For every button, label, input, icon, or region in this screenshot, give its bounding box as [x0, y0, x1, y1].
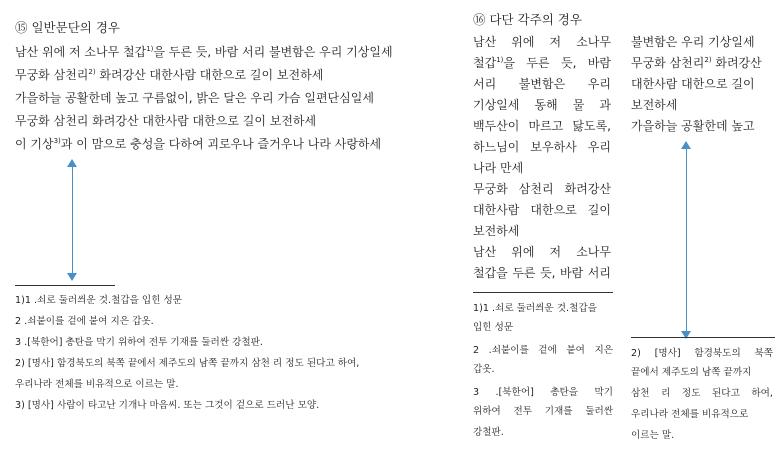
column1-line: 남산 위에 저 소나무	[473, 35, 611, 49]
column1-line: 서리 불변함은 우리	[473, 77, 611, 91]
footnote-ref: 2)	[88, 68, 96, 76]
footnote-line: 2) [명사] 함경북도의 북쪽 끝에서 제주도의 남쪽 끝까지 삼천 리 정도 된다고 하여,	[15, 358, 360, 369]
footnote-ref: 3)	[53, 137, 61, 145]
footnote-ref: 1)	[146, 45, 154, 53]
column1-line: 기상일세 동해 물 과	[473, 98, 611, 112]
section-heading-general: ⑮ 일반문단의 경우	[15, 20, 120, 35]
footnote-line: 1)1 .쇠로 둘러씌운 것.철갑을	[473, 303, 597, 314]
vertical-double-arrow	[72, 160, 73, 280]
body-line: 무궁화 삼천리$^{2)}$ 화려강산 대한사람 대한으로 길이 보전하세	[15, 68, 324, 82]
column1-line: 철갑$^{1)}$을 두른 듯, 바람	[473, 56, 611, 70]
footnote-line: 2 .쇠붙이를 겉에 붙여 지은	[473, 345, 613, 356]
column2-line: 불변함은 우리 기상일세	[631, 35, 755, 49]
footnote-line: 위하여 전투 기재를 둘러싼	[473, 406, 613, 417]
footnote-line: 3) [명사] 사람이 타고난 기개나 마음씨. 또는 그것이 겉으로 드러난 모양.	[15, 400, 320, 411]
footnote-line: 2 .쇠붙이를 겉에 붙여 지은 갑옷.	[15, 316, 154, 327]
footnote-line: 끝에서 제주도의 남쪽 끝까지	[631, 367, 752, 378]
footnote-separator-col2	[631, 337, 775, 338]
column1-line: 하느님이 보우하사 우리	[473, 140, 611, 154]
column2-line: 무궁화 삼천리$^{2)}$ 화려강산	[631, 56, 762, 70]
footnote-line: 3 .[북한어] 총탄을 막기	[473, 387, 613, 398]
footnote-line: 3 .[북한어] 총탄을 막기 위하여 전투 기재를 둘러싼 강철판.	[15, 337, 263, 348]
column1-line: 남산 위에 저 소나무	[473, 245, 611, 259]
footnote-line: 우리나라 전체를 비유적으로	[631, 409, 749, 420]
column2-line: 가을하늘 공활한데 높고	[631, 119, 755, 133]
body-line: 무궁화 삼천리 화려강산 대한사람 대한으로 길이 보전하세	[15, 114, 317, 128]
body-line: 남산 위에 저 소나무 철갑$^{1)}$을 두른 듯, 바람 서리 불변함은 우리 기상일세	[15, 45, 393, 59]
column1-line: 나라 만세	[473, 161, 524, 175]
footnote-line: 강철판.	[473, 427, 504, 438]
column1-line: 백두산이 마르고 닳도록,	[473, 119, 611, 133]
footnote-ref: 2)	[704, 56, 712, 64]
section-heading-multicolumn: ⑯ 다단 각주의 경우	[473, 12, 582, 27]
column2-line: 보전하세	[631, 98, 678, 112]
vertical-double-arrow	[686, 142, 687, 338]
footnote-ref: 1)	[496, 56, 504, 64]
footnote-separator-col1	[473, 292, 613, 293]
footnote-line: 1)1 .쇠로 둘러씌운 것.철갑을 입힌 성문	[15, 295, 183, 306]
footnote-separator	[15, 285, 115, 286]
body-line: 이 기상$^{3)}$과 이 맘으로 충성을 다하여 괴로우나 즐거우나 나라 사랑하세	[15, 137, 382, 151]
footnote-line: 이르는 말.	[631, 430, 675, 441]
column2-line: 대한사람 대한으로 길이	[631, 77, 755, 91]
body-line: 가을하늘 공활한데 높고 구름없이, 밝은 달은 우리 가슴 일편단심일세	[15, 91, 374, 105]
footnote-line: 우리나라 전체를 비유적으로 이르는 말.	[15, 379, 179, 390]
footnote-line: 삼천 리 정도 된다고 하여,	[631, 388, 773, 399]
footnote-line: 2) [명사] 함경북도의 북쪽	[631, 348, 773, 359]
column1-line: 보전하세	[473, 224, 520, 238]
footnote-line: 갑옷.	[473, 364, 495, 375]
footnote-line: 입힌 성문	[473, 322, 514, 333]
column1-line: 대한사람 대한으로 길이	[473, 203, 611, 217]
column1-line: 무궁화 삼천리 화려강산	[473, 182, 611, 196]
column1-line: 철갑을 두른 듯, 바람 서리	[473, 266, 611, 280]
